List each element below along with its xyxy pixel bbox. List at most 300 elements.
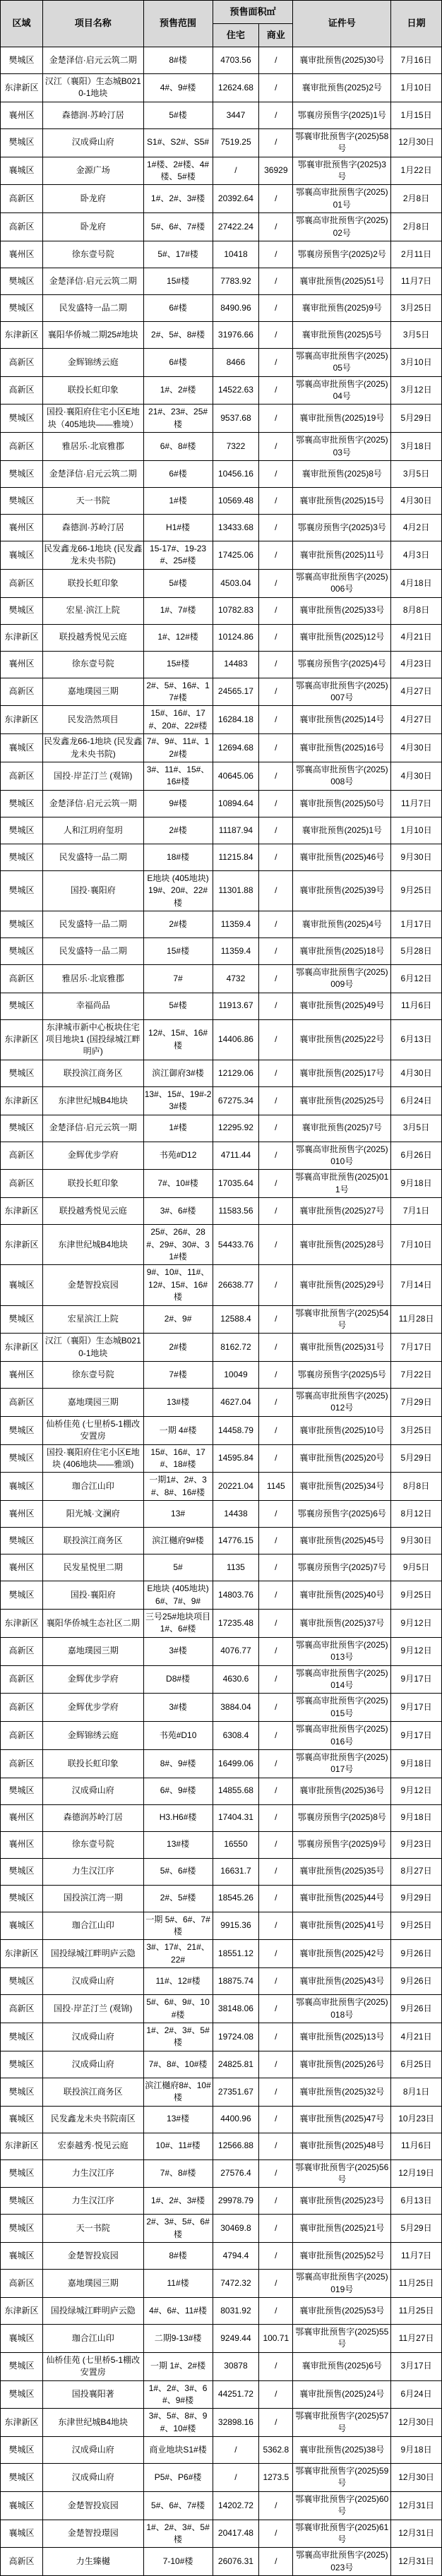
cell-project: 金楚泽信·启元云筑一期 [43, 790, 144, 817]
cell-commercial-area: / [259, 241, 293, 268]
cell-project: 民发盛特一品二期 [43, 294, 144, 321]
cell-date: 9月5日 [391, 1554, 442, 1581]
cell-commercial-area: / [259, 1804, 293, 1831]
cell-scope: 3#、11#、15#、16#楼 [143, 762, 213, 790]
table-row [1, 1086, 442, 1115]
cell-date: 5月29日 [391, 1444, 442, 1473]
cell-residential-area: 14776.15 [213, 1528, 259, 1554]
cell-region: 樊城区 [1, 2352, 43, 2380]
cell-date: 12月30日 [391, 2464, 442, 2492]
table-row [1, 762, 442, 790]
table-row [1, 1885, 442, 1912]
cell-scope: 8#、9#楼 [143, 1749, 213, 1778]
cell-region: 襄州区 [1, 1831, 43, 1858]
cell-residential-area: 3884.04 [213, 1694, 259, 1722]
cell-commercial-area: / [259, 2352, 293, 2380]
cell-scope: 1#、2#楼 [143, 376, 213, 405]
cell-date: 12月30日 [391, 128, 442, 157]
cell-residential-area: 54433.76 [213, 1225, 259, 1265]
cell-region: 襄城区 [1, 734, 43, 762]
cell-project: 宏星滨江上院 [43, 1305, 144, 1334]
cell-commercial-area: / [259, 1170, 293, 1198]
cell-residential-area: 7322 [213, 433, 259, 461]
cell-cert: 鄂襄审批预售字(2025)57号 [293, 2409, 391, 2437]
cell-cert: 襄审批预售(2025)50号 [293, 790, 391, 817]
table-row [1, 1265, 442, 1305]
cell-cert: 鄂襄高审批预售字(2025)016号 [293, 1722, 391, 1750]
table-row [1, 321, 442, 348]
cell-residential-area: 3447 [213, 102, 259, 128]
cell-cert: 襄审批预售(2025)52号 [293, 2243, 391, 2270]
table-row [1, 1968, 442, 1995]
cell-region: 樊城区 [1, 47, 43, 74]
cell-project: 国投·襄阳府住宅小区E地块（405地块——雅境） [43, 405, 144, 433]
cell-residential-area: 10049 [213, 1362, 259, 1389]
cell-scope: H3.H6#楼 [143, 1804, 213, 1831]
cell-date: 4月3日 [391, 541, 442, 570]
cell-region: 樊城区 [1, 2188, 43, 2215]
table-row [1, 1722, 442, 1750]
table-row [1, 2023, 442, 2051]
cell-commercial-area: / [259, 1528, 293, 1554]
cell-region: 樊城区 [1, 817, 43, 844]
cell-commercial-area: / [259, 74, 293, 102]
table-row [1, 74, 442, 102]
cell-scope: 3#、5#、8#、9#、10#楼 [143, 2409, 213, 2437]
cell-residential-area: 7783.92 [213, 268, 259, 294]
cell-date: 7月16日 [391, 47, 442, 74]
cell-cert: 鄂襄高审批预售字(2025)014号 [293, 1665, 391, 1694]
cell-date: 6月26日 [391, 1142, 442, 1170]
cell-cert: 襄审批预售(2025)7号 [293, 1115, 391, 1142]
cell-scope: 5#、6#、7#楼 [143, 213, 213, 241]
cell-region: 高新区 [1, 376, 43, 405]
cell-commercial-area: / [259, 2380, 293, 2409]
cell-region: 樊城区 [1, 1115, 43, 1142]
cell-date: 8月27日 [391, 1858, 442, 1885]
cell-region: 高新区 [1, 1995, 43, 2023]
header-cert: 证件号 [293, 1, 391, 47]
cell-scope: 1#、2#、3#楼 [143, 185, 213, 213]
cell-date: 6月13日 [391, 2188, 442, 2215]
cell-project: 汉江（襄阳）生态城B0210-1地块 [43, 1334, 144, 1362]
cell-region: 高新区 [1, 1749, 43, 1778]
cell-cert: 襄审批预售(2025)35号 [293, 1858, 391, 1885]
cell-commercial-area: / [259, 1610, 293, 1638]
cell-cert: 鄂襄审批预售字(2025)55号 [293, 2324, 391, 2352]
cell-commercial-area: / [259, 2106, 293, 2133]
cell-date: 4月30日 [391, 1060, 442, 1086]
cell-region: 樊城区 [1, 488, 43, 515]
cell-date: 6月25日 [391, 2051, 442, 2078]
cell-residential-area: 17425.06 [213, 541, 259, 570]
table-row [1, 706, 442, 734]
cell-residential-area: / [213, 2437, 259, 2464]
cell-date: 9月17日 [391, 1665, 442, 1694]
cell-scope: 9#楼 [143, 790, 213, 817]
cell-project: 金源广场 [43, 157, 144, 185]
cell-date: 11月6日 [391, 993, 442, 1019]
table-row [1, 1362, 442, 1389]
cell-project: 汉江（襄阳）生态城B0210-1地块 [43, 74, 144, 102]
table-row [1, 651, 442, 678]
cell-date: 11月7日 [391, 268, 442, 294]
cell-commercial-area: / [259, 734, 293, 762]
cell-region: 东津新区 [1, 74, 43, 102]
cell-scope: 1#楼 [143, 488, 213, 515]
cell-cert: 襄审批预售(2025)15号 [293, 488, 391, 515]
table-row [1, 1473, 442, 1501]
cell-date: 9月18日 [391, 1749, 442, 1778]
cell-scope: 6#、8#楼 [143, 433, 213, 461]
table-row [1, 1444, 442, 1473]
cell-scope: 1#、7#楼 [143, 597, 213, 624]
table-row [1, 2106, 442, 2133]
table-row [1, 1912, 442, 1940]
cell-scope: 7#、8#、10#楼 [143, 2051, 213, 2078]
cell-project: 卧龙府 [43, 185, 144, 213]
cell-project: 天一书院 [43, 2215, 144, 2243]
cell-date: 4月27日 [391, 706, 442, 734]
cell-commercial-area: / [259, 515, 293, 541]
cell-project: 森德润·苏岭汀居 [43, 515, 144, 541]
cell-residential-area: 4627.04 [213, 1389, 259, 1417]
cell-residential-area: 14803.76 [213, 1581, 259, 1610]
cell-region: 樊城区 [1, 993, 43, 1019]
cell-project: 金辉锦绣云庭 [43, 1722, 144, 1750]
cell-scope: 一期 5#、6#、7#楼 [143, 1912, 213, 1940]
cell-scope: 5#、17#楼 [143, 241, 213, 268]
table-row [1, 1198, 442, 1225]
cell-region: 樊城区 [1, 2437, 43, 2464]
cell-scope: 25#、26#、28#、29#、30#、31#楼 [143, 1225, 213, 1265]
header-project: 项目名称 [43, 1, 144, 47]
cell-date: 3月10日 [391, 348, 442, 376]
cell-commercial-area: / [259, 1749, 293, 1778]
cell-cert: 襄审批预售(2025)53号 [293, 2297, 391, 2324]
cell-residential-area: 67275.34 [213, 1086, 259, 1115]
cell-region: 樊城区 [1, 1858, 43, 1885]
table-row [1, 1749, 442, 1778]
cell-project: 联投滨江商务区 [43, 1528, 144, 1554]
cell-scope: 一期1#、2#、3#、8#、16#楼 [143, 1473, 213, 1501]
table-row [1, 1637, 442, 1665]
table-row [1, 128, 442, 157]
table-row [1, 1334, 442, 1362]
cell-residential-area: 8490.96 [213, 294, 259, 321]
cell-commercial-area: / [259, 1115, 293, 1142]
cell-commercial-area: / [259, 2159, 293, 2188]
cell-residential-area: 14595.84 [213, 1444, 259, 1473]
table-row [1, 911, 442, 937]
cell-project: 民发鑫龙66-1地块 (民发鑫龙未央书院) [43, 734, 144, 762]
table-row [1, 870, 442, 911]
cell-region: 高新区 [1, 433, 43, 461]
table-header [1, 1, 442, 47]
cell-project: 森德润·苏岭汀居 [43, 102, 144, 128]
cell-residential-area: 11301.88 [213, 870, 259, 911]
cell-cert: 鄂襄高审批预售字(2025)018号 [293, 1995, 391, 2023]
cell-cert: 鄂襄房预售字(2025)5号 [293, 1362, 391, 1389]
cell-date: 3月17日 [391, 2352, 442, 2380]
cell-residential-area: 30878 [213, 2352, 259, 2380]
cell-project: 雅居乐·北宸雅郡 [43, 433, 144, 461]
cell-project: 国投襄阳著 [43, 2380, 144, 2409]
cell-region: 东津新区 [1, 2133, 43, 2159]
cell-region: 高新区 [1, 569, 43, 597]
cell-date: 11月7日 [391, 790, 442, 817]
cell-project: 力生汉江序 [43, 2188, 144, 2215]
cell-date: 5月29日 [391, 2215, 442, 2243]
table-row [1, 2409, 442, 2437]
cell-commercial-area: / [259, 128, 293, 157]
cell-residential-area: 10124.86 [213, 624, 259, 651]
table-row [1, 2159, 442, 2188]
cell-cert: 襄审批预售(2025)32号 [293, 2078, 391, 2106]
cell-residential-area: 30469.8 [213, 2215, 259, 2243]
table-row [1, 1554, 442, 1581]
cell-region: 襄州区 [1, 102, 43, 128]
cell-residential-area: 11583.56 [213, 1198, 259, 1225]
cell-date: 1月22日 [391, 157, 442, 185]
cell-date: 4月30日 [391, 488, 442, 515]
cell-date: 9月29日 [391, 1885, 442, 1912]
cell-region: 东津新区 [1, 1334, 43, 1362]
cell-cert: 鄂襄高审批预售字(2025)009号 [293, 964, 391, 993]
cell-date: 9月12日 [391, 1637, 442, 1665]
cell-commercial-area: / [259, 911, 293, 937]
cell-region: 樊城区 [1, 2215, 43, 2243]
cell-scope: 4#、6#、11#楼 [143, 2297, 213, 2324]
cell-project: 联投滨江商务区 [43, 2078, 144, 2106]
cell-cert: 襄审批预售(2025)42号 [293, 1940, 391, 1968]
cell-residential-area: 9915.36 [213, 1912, 259, 1940]
table-row [1, 1142, 442, 1170]
table-row [1, 2548, 442, 2576]
table-row [1, 1610, 442, 1638]
table-row [1, 2380, 442, 2409]
table-row [1, 1940, 442, 1968]
cell-cert: 襄审批预售(2025)4号 [293, 911, 391, 937]
cell-scope: 6#楼 [143, 348, 213, 376]
cell-date: 9月26日 [391, 1940, 442, 1968]
table-row [1, 1019, 442, 1060]
cell-residential-area: 16284.18 [213, 706, 259, 734]
cell-scope: 7#、10#楼 [143, 1170, 213, 1198]
cell-region: 东津新区 [1, 1225, 43, 1265]
cell-residential-area: 44251.72 [213, 2380, 259, 2409]
cell-date: 9月18日 [391, 2437, 442, 2464]
cell-cert: 襄审批预售(2025)34号 [293, 1473, 391, 1501]
cell-cert: 襄审批预售(2025)6号 [293, 2352, 391, 2380]
cell-cert: 鄂襄审批预售字(2025)59号 [293, 2464, 391, 2492]
cell-cert: 鄂襄房预售字(2025)3号 [293, 515, 391, 541]
cell-region: 高新区 [1, 678, 43, 706]
cell-date: 7月17日 [391, 1334, 442, 1362]
cell-residential-area: 27422.24 [213, 213, 259, 241]
cell-region: 樊城区 [1, 2159, 43, 2188]
cell-scope: 5#、6#、7#楼 [143, 2491, 213, 2520]
cell-cert: 襄审批预售(2025)48号 [293, 2133, 391, 2159]
cell-residential-area: 32898.16 [213, 2409, 259, 2437]
cell-commercial-area: / [259, 2297, 293, 2324]
cell-cert: 鄂襄高审批预售字(2025)010号 [293, 1142, 391, 1170]
cell-commercial-area: / [259, 1060, 293, 1086]
cell-project: 民发盛特一品二期 [43, 911, 144, 937]
table-row [1, 2188, 442, 2215]
cell-scope: 7# [143, 964, 213, 993]
cell-residential-area: 8162.72 [213, 1334, 259, 1362]
cell-region: 樊城区 [1, 1778, 43, 1804]
cell-date: 4月27日 [391, 678, 442, 706]
cell-commercial-area: / [259, 2491, 293, 2520]
cell-scope: 15#、16#、17#、18#楼 [143, 1444, 213, 1473]
cell-region: 东津新区 [1, 1610, 43, 1638]
cell-project: 幸福尚品 [43, 993, 144, 1019]
cell-date: 4月23日 [391, 651, 442, 678]
cell-commercial-area: / [259, 624, 293, 651]
cell-date: 5月29日 [391, 405, 442, 433]
cell-residential-area: / [213, 157, 259, 185]
cell-region: 樊城区 [1, 461, 43, 488]
cell-commercial-area: / [259, 102, 293, 128]
cell-scope: 15#、16#、17#、20#、22#楼 [143, 706, 213, 734]
cell-project: 阳光城·文澜府 [43, 1501, 144, 1528]
cell-residential-area: 13433.68 [213, 515, 259, 541]
cell-commercial-area: 1145 [259, 1473, 293, 1501]
cell-date: 11月28日 [391, 1305, 442, 1334]
cell-scope: 商业地块S1#楼 [143, 2437, 213, 2464]
cell-project: 东津世纪城B4地块 [43, 1225, 144, 1265]
table-row [1, 47, 442, 74]
cell-region: 襄城区 [1, 2243, 43, 2270]
cell-residential-area: 14438 [213, 1501, 259, 1528]
cell-commercial-area: / [259, 1995, 293, 2023]
cell-date: 3月25日 [391, 1416, 442, 1444]
table-row [1, 1416, 442, 1444]
cell-commercial-area: / [259, 817, 293, 844]
cell-commercial-area: / [259, 1831, 293, 1858]
cell-residential-area: 18545.26 [213, 1885, 259, 1912]
table-row [1, 1778, 442, 1804]
table-row [1, 541, 442, 570]
cell-cert: 襄审批预售(2025)5号 [293, 321, 391, 348]
header-row-1 [1, 1, 442, 24]
cell-date: 7月1日 [391, 1198, 442, 1225]
table-row [1, 2243, 442, 2270]
cell-scope: S1#、S2#、S5# [143, 128, 213, 157]
cell-project: 东津城市新中心板块住宅项目地块1 (国投绿城江畔明庐) [43, 1019, 144, 1060]
cell-date: 10月23日 [391, 2106, 442, 2133]
cell-cert: 襄审批预售(2025)30号 [293, 47, 391, 74]
cell-project: 仙桥佳苑 (七里桥5-1棚改安置房 [43, 1416, 144, 1444]
cell-cert: 襄审批预售(2025)20号 [293, 1444, 391, 1473]
cell-commercial-area: / [259, 1858, 293, 1885]
cell-cert: 襄审批预售(2025)47号 [293, 2106, 391, 2133]
cell-date: 7月10日 [391, 1225, 442, 1265]
cell-project: 徐东壹号院 [43, 241, 144, 268]
cell-date: 6月24日 [391, 1086, 442, 1115]
cell-cert: 襄审批预售(2025)24号 [293, 2380, 391, 2409]
table-row [1, 2352, 442, 2380]
cell-project: 联投长虹印象 [43, 376, 144, 405]
table-row [1, 488, 442, 515]
table-row [1, 2078, 442, 2106]
cell-project: 国投·襄阳府住宅小区E地块 (406地块——雅颂) [43, 1444, 144, 1473]
cell-region: 樊城区 [1, 1305, 43, 1334]
cell-region: 襄城区 [1, 541, 43, 570]
cell-date: 1月17日 [391, 911, 442, 937]
cell-cert: 襄审批预售(2025)1号 [293, 817, 391, 844]
cell-scope: 5#、6#楼 [143, 1858, 213, 1885]
cell-commercial-area: 36929 [259, 157, 293, 185]
cell-commercial-area: / [259, 1305, 293, 1334]
cell-region: 高新区 [1, 213, 43, 241]
cell-project: 力生汉江序 [43, 1858, 144, 1885]
cell-residential-area: 20392.64 [213, 185, 259, 213]
cell-commercial-area: / [259, 461, 293, 488]
cell-project: 汉成舜山府 [43, 2464, 144, 2492]
cell-region: 樊城区 [1, 1528, 43, 1554]
cell-date: 9月30日 [391, 1528, 442, 1554]
table-row [1, 405, 442, 433]
cell-date: 3月25日 [391, 294, 442, 321]
cell-date: 7月29日 [391, 1389, 442, 1417]
cell-residential-area: 17035.64 [213, 1170, 259, 1198]
cell-cert: 鄂襄房预售字(2025)9号 [293, 1831, 391, 1858]
cell-project: 金辉锦绣云庭 [43, 348, 144, 376]
cell-date: 12月30日 [391, 2409, 442, 2437]
cell-residential-area: 11215.84 [213, 844, 259, 870]
cell-cert: 鄂襄高审批预售(2025)011号 [293, 1170, 391, 1198]
cell-project: 珈合江山印 [43, 1473, 144, 1501]
table-row [1, 2491, 442, 2520]
cell-region: 东津新区 [1, 2409, 43, 2437]
cell-cert: 鄂襄高审批预售字(2025)04号 [293, 376, 391, 405]
cell-region: 东津新区 [1, 1198, 43, 1225]
cell-scope: 5# [143, 1554, 213, 1581]
cell-region: 高新区 [1, 964, 43, 993]
cell-cert: 襄审批预售(2025)19号 [293, 405, 391, 433]
cell-scope: 二期9-13#楼 [143, 2324, 213, 2352]
table-row [1, 790, 442, 817]
cell-project: 民发盛特一品二期 [43, 937, 144, 964]
cell-commercial-area: / [259, 651, 293, 678]
table-row [1, 1665, 442, 1694]
cell-scope: E地块 (405地块) 6#、7#、9# [143, 1581, 213, 1610]
cell-region: 高新区 [1, 1389, 43, 1417]
cell-cert: 鄂襄高审批预售字(2025)02号 [293, 213, 391, 241]
cell-date: 2月8日 [391, 185, 442, 213]
cell-commercial-area: / [259, 47, 293, 74]
cell-date: 9月25日 [391, 1912, 442, 1940]
cell-project: 联投滨江商务区 [43, 1060, 144, 1086]
cell-scope: 1#、2#、3#楼 [143, 2188, 213, 2215]
cell-date: 4月30日 [391, 734, 442, 762]
cell-date: 3月5日 [391, 461, 442, 488]
cell-commercial-area: / [259, 2133, 293, 2159]
cell-commercial-area: / [259, 2409, 293, 2437]
cell-residential-area: 17235.48 [213, 1610, 259, 1638]
table-row [1, 1170, 442, 1198]
header-area-group: 预售面积㎡ [213, 1, 293, 24]
cell-scope: 一期 4#楼 [143, 1416, 213, 1444]
cell-region: 樊城区 [1, 2023, 43, 2051]
cell-residential-area: 14202.72 [213, 2491, 259, 2520]
cell-date: 6月12日 [391, 964, 442, 993]
cell-project: 金辉优步学府 [43, 1694, 144, 1722]
cell-commercial-area: / [259, 2051, 293, 2078]
